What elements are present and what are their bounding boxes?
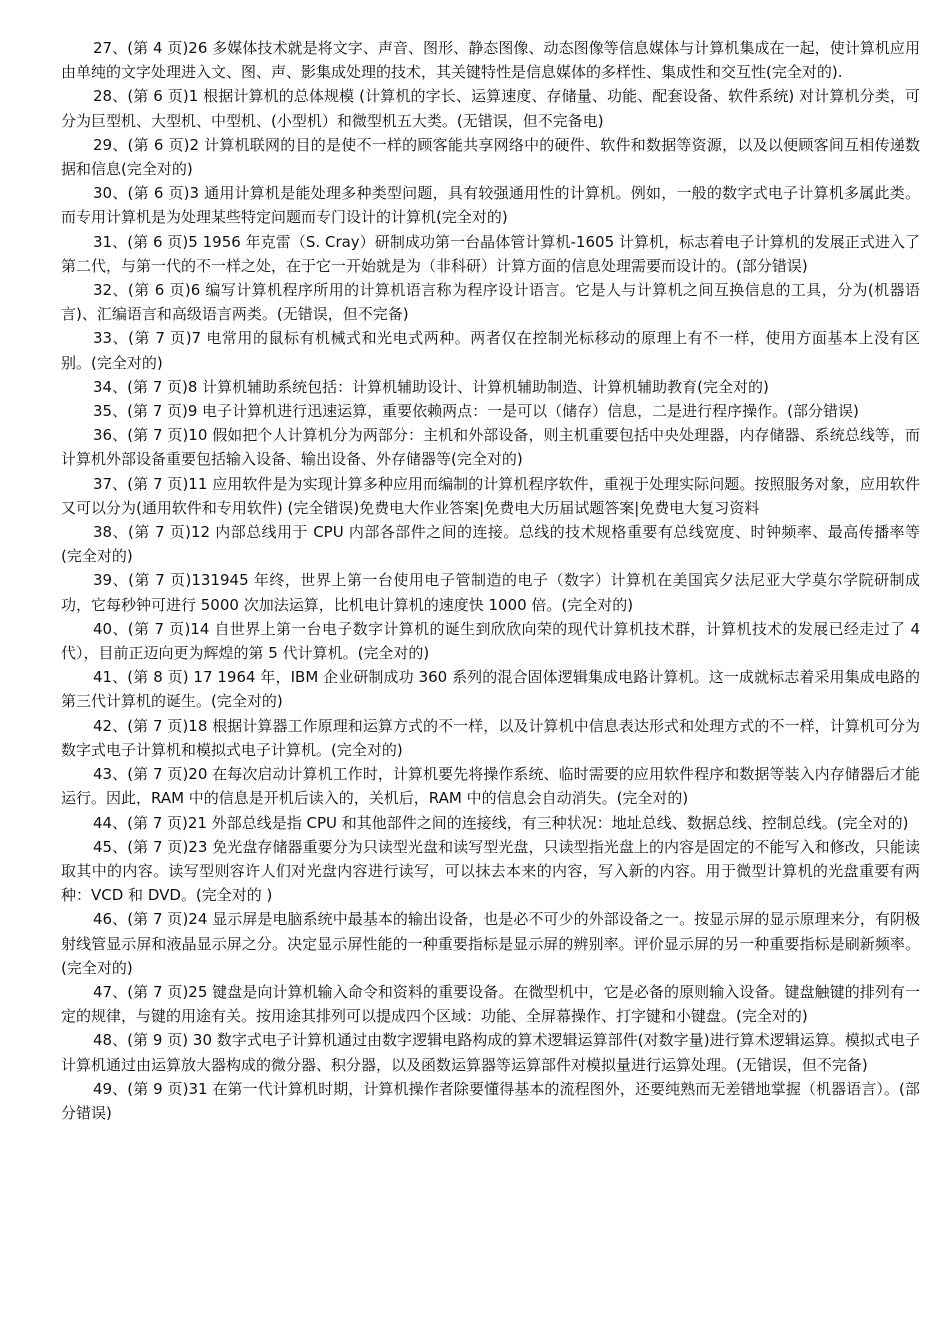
question-49: 49、(第 9 页)31 在第一代计算机时期，计算机操作者除要懂得基本的流程图外，还要纯熟而无差错地掌握（机器语言）。(部分错误)	[61, 1079, 920, 1122]
question-34: 34、(第 7 页)8 计算机辅助系统包括：计算机辅助设计、计算机辅助制造、计算机辅助教育(完全对的)	[93, 377, 769, 396]
question-27: 27、(第 4 页)26 多媒体技术就是将文字、声音、图形、静态图像、动态图像等信息媒体与计算机集成在一起，使计算机应用由单纯的文字处理进入文、图、声、影集成处理的技术，其关键特性是信息媒体的多样性、集成性和交互性(完全对的).	[61, 39, 920, 82]
question-37: 37、(第 7 页)11 应用软件是为实现计算多种应用而编制的计算机程序软件，重视于处理实际问题。按照服务对象，应用软件又可以分为(通用软件和专用软件) (完全错误)免费电大作业答案|免费电大历届试题答案|免费电大复习资料	[61, 474, 920, 517]
question-36: 36、(第 7 页)10 假如把个人计算机分为两部分：主机和外部设备，则主机重要包括中央处理器，内存储器、系统总线等，而计算机外部设备重要包括输入设备、输出设备、外存储器等(完全对的)	[61, 426, 920, 469]
question-35: 35、(第 7 页)9 电子计算机进行迅速运算，重要依赖两点：一是可以（储存）信息，二是进行程序操作。(部分错误)	[93, 402, 859, 421]
question-28: 28、(第 6 页)1 根据计算机的总体规模 (计算机的字长、运算速度、存储量、功能、配套设备、软件系统) 对计算机分类，可分为巨型机、大型机、中型机、(小型机）和微型机五大类。(无错误，但不完备电)	[61, 87, 920, 130]
question-45: 45、(第 7 页)23 免光盘存储器重要分为只读型光盘和读写型光盘，只读型指光盘上的内容是固定的不能写入和修改，只能读取其中的内容。读写型则容许人们对光盘内容进行读写，可以抹去本来的内容，写入新的内容。用于微型计算机的光盘重要有两种：VCD 和 DVD。(完全对的 )	[61, 837, 920, 905]
question-29: 29、(第 6 页)2 计算机联网的目的是使不一样的顾客能共享网络中的硬件、软件和数据等资源，以及以便顾客间互相传递数据和信息(完全对的)	[61, 135, 920, 179]
question-41: 41、(第 8 页) 17 1964 年，IBM 企业研制成功 360 系列的混合固体逻辑集成电路计算机。这一成就标志着采用集成电路的第三代计算机的诞生。(完全对的)	[61, 668, 920, 711]
question-39: 39、(第 7 页)131945 年终，世界上第一台使用电子管制造的电子（数字）计算机在美国宾夕法尼亚大学莫尔学院研制成功，它每秒钟可进行 5000 次加法运算，比机电计算机的速度快 1000 倍。(完全对的)	[61, 571, 920, 614]
question-48: 48、(第 9 页) 30 数字式电子计算机通过由数字逻辑电路构成的算术逻辑运算部件(对数字量)进行算术逻辑运算。模拟式电子计算机通过由运算放大器构成的微分器、积分器，以及函数运算器等运算部件对模拟量进行运算处理。(无错误，但不完备)	[61, 1031, 920, 1074]
question-32: 32、(第 6 页)6 编写计算机程序所用的计算机语言称为程序设计语言。它是人与计算机之间互换信息的工具，分为(机器语言)、汇编语言和高级语言两类。(无错误，但不完备)	[61, 281, 920, 324]
question-33: 33、(第 7 页)7 电常用的鼠标有机械式和光电式两种。两者仅在控制光标移动的原理上有不一样，使用方面基本上没有区别。(完全对的)	[61, 329, 920, 372]
question-31: 31、(第 6 页)5 1956 年克雷（S. Cray）研制成功第一台晶体管计算机-1605 计算机，标志着电子计算机的发展正式进入了 第二代，与第一代的不一样之处，在于它一开始就是为（非科研）计算方面的信息处理需要而设计的。(部分错误)	[61, 232, 920, 275]
question-40: 40、(第 7 页)14 自世界上第一台电子数字计算机的诞生到欣欣向荣的现代计算机技术群，计算机技术的发展已经走过了 4 代），目前正迈向更为辉煌的第 5 代计算机。(完全对的)	[61, 619, 920, 663]
question-44: 44、(第 7 页)21 外部总线是指 CPU 和其他部件之间的连接线，有三种状况：地址总线、数据总线、控制总线。(完全对的)	[93, 813, 909, 832]
question-47: 47、(第 7 页)25 键盘是向计算机输入命令和资料的重要设备。在微型机中，它是必备的原则输入设备。键盘触键的排列有一定的规律，与键的用途有关。按用途其排列可以提成四个区域：功能、全屏幕操作、打字键和小键盘。(完全对的)	[61, 982, 920, 1026]
question-43: 43、(第 7 页)20 在每次启动计算机工作时，计算机要先将操作系统、临时需要的应用软件程序和数据等装入内存储器后才能运行。因此，RAM 中的信息是开机后读入的，关机后，RAM 中的信息会自动消失。(完全对的)	[61, 765, 920, 808]
question-42: 42、(第 7 页)18 根据计算器工作原理和运算方式的不一样，以及计算机中信息表达形式和处理方式的不一样，计算机可分为数字式电子计算机和模拟式电子计算机。(完全对的)	[61, 716, 920, 759]
question-30: 30、(第 6 页)3 通用计算机是能处理多种类型问题，具有较强通用性的计算机。例如，一般的数字式电子计算机多属此类。而专用计算机是为处理某些特定问题而专门设计的计算机(完全对的)	[61, 184, 920, 227]
question-38: 38、(第 7 页)12 内部总线用于 CPU 内部各部件之间的连接。总线的技术规格重要有总线宽度、时钟频率、最高传播率等 (完全对的)	[61, 523, 920, 566]
question-46: 46、(第 7 页)24 显示屏是电脑系统中最基本的输出设备，也是必不可少的外部设备之一。按显示屏的显示原理来分，有阴极射线管显示屏和液晶显示屏之分。决定显示屏性能的一种重要指标是显示屏的辨别率。评价显示屏的另一种重要指标是刷新频率。(完全对的)	[61, 910, 920, 977]
